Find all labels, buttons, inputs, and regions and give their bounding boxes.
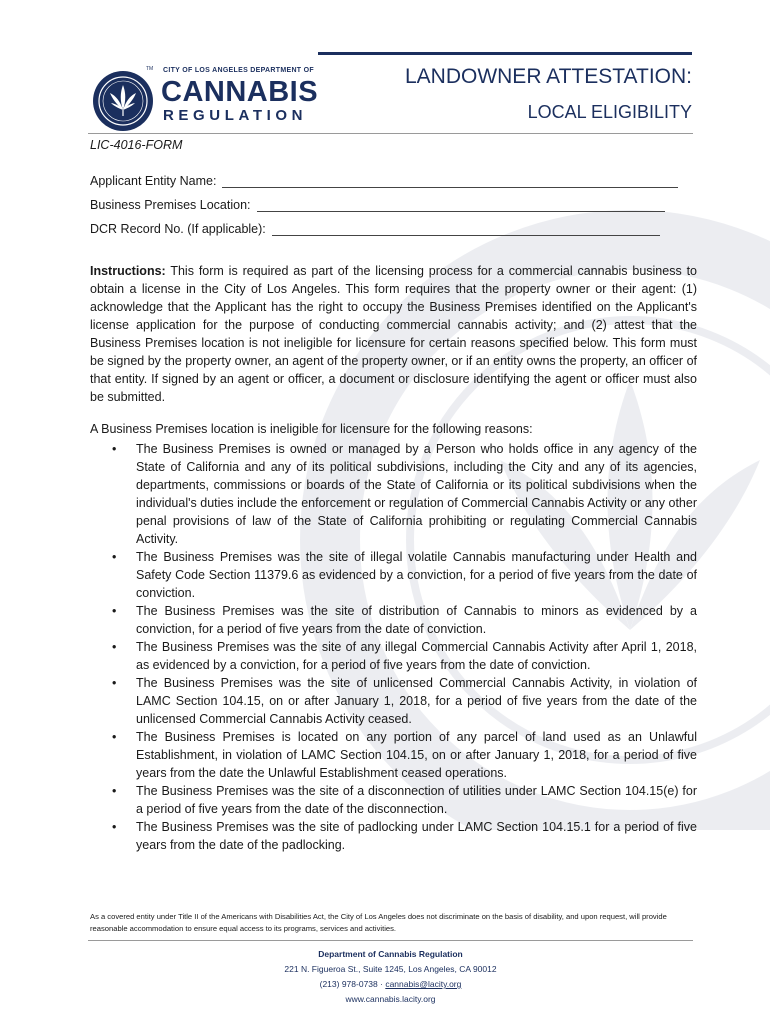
logo-city-text: CITY OF LOS ANGELES DEPARTMENT OF (163, 67, 314, 74)
instructions-paragraph (90, 262, 697, 406)
department-seal-icon (92, 70, 154, 132)
list-item (90, 602, 697, 638)
footer-contact (88, 979, 693, 989)
list-item (90, 440, 697, 548)
footer-address: 221 N. Figueroa St., Suite 1245, Los Angeles, CA 90012 (284, 964, 497, 974)
footer-department: Department of Cannabis Regulation (318, 949, 463, 959)
applicant-entity-field[interactable] (90, 174, 678, 188)
bullet-icon: • (112, 640, 117, 654)
list-item-text: The Business Premises is located on any portion of any parcel of land used as an Unlawful Establishment, in violation of LAMC Section 104.15, on or after January 1, 2018, for a period of five years from the date the Unlawful Establishment ceased operations. (136, 730, 697, 780)
reasons-list (90, 440, 697, 854)
applicant-entity-line[interactable] (222, 176, 678, 188)
list-item (90, 638, 697, 674)
header-rule (318, 52, 692, 55)
bullet-icon: • (112, 784, 117, 798)
footer-divider (88, 940, 693, 941)
trademark-mark: TM (146, 66, 154, 72)
premises-location-label: Business Premises Location: (90, 198, 251, 212)
list-item-text: The Business Premises is owned or managed by a Person who holds office in any agency of the State of California and any of its political subdivisions, including the City and any of its agencies, departments, commissions or boards of the State of California or its political subdivisions when the individual's duties include the enforcement or regulation of Commercial Cannabis Activity or any other penal provisions of law of the State of California prohibiting or regulating Commercial Cannabis Activity. (136, 442, 697, 546)
premises-location-field[interactable] (90, 198, 665, 212)
dcr-record-field[interactable] (90, 222, 660, 236)
logo-regulation-text: REGULATION (163, 107, 308, 124)
list-item (90, 728, 697, 782)
footer-website[interactable]: www.cannabis.lacity.org (345, 994, 436, 1004)
list-item (90, 782, 697, 818)
form-id: LIC-4016-FORM (90, 138, 183, 152)
logo-cannabis-text: CANNABIS (161, 76, 319, 108)
list-item (90, 548, 697, 602)
bullet-icon: • (112, 550, 117, 564)
premises-location-line[interactable] (257, 200, 665, 212)
instructions-label: Instructions: (90, 264, 166, 278)
list-item-text: The Business Premises was the site of a disconnection of utilities under LAMC Section 104.15(e) for a period of five years from the date of the disconnection. (136, 784, 697, 816)
ada-notice: As a covered entity under Title II of the Americans with Disabilities Act, the City of Los Angeles does not discriminate on the basis of disability, and upon request, will provide reasonable accommodation to ensure equal access to its programs, services and activities. (90, 912, 667, 933)
list-item-text: The Business Premises was the site of illegal volatile Cannabis manufacturing under Health and Safety Code Section 11379.6 as evidenced by a conviction, for a period of five years from the date of conviction. (136, 550, 697, 600)
list-item (90, 674, 697, 728)
footer-phone: (213) 978-0738 · (319, 979, 386, 989)
reasons-intro: A Business Premises location is ineligible for licensure for the following reasons: (90, 422, 533, 436)
bullet-icon: • (112, 730, 117, 744)
bullet-icon: • (112, 442, 117, 456)
list-item-text: The Business Premises was the site of any illegal Commercial Cannabis Activity after April 1, 2018, as evidenced by a conviction, for a period of five years from the date of conviction. (136, 640, 697, 672)
instructions-text: This form is required as part of the licensing process for a commercial cannabis business to obtain a license in the City of Los Angeles. This form requires that the property owner or their agent: (1) acknowledge that the Applicant has the right to occupy the Business Premises identified on the Applicant's license application for the purpose of conducting commercial cannabis activity; and (2) attest that the Business Premises location is not ineligible for licensure for certain reasons specified below. This form must be signed by the property owner, an agent of the property owner, or if an entity owns the property, an officer of that entity. If signed by an agent or officer, a document or disclosure identifying the agent or officer must also be submitted. (90, 264, 697, 404)
header-divider (88, 133, 693, 134)
bullet-icon: • (112, 604, 117, 618)
list-item-text: The Business Premises was the site of distribution of Cannabis to minors as evidenced by a conviction, for a period of five years from the date of conviction. (136, 604, 697, 636)
list-item-text: The Business Premises was the site of unlicensed Commercial Cannabis Activity, in violation of LAMC Section 104.15, on or after January 1, 2018, for a period of five years from the date of the unlicensed Commercial Cannabis Activity ceased. (136, 676, 697, 726)
list-item (90, 818, 697, 854)
form-title-line2: LOCAL ELIGIBILITY (527, 102, 692, 122)
list-item-text: The Business Premises was the site of padlocking under LAMC Section 104.15.1 for a period of five years from the date of the padlocking. (136, 820, 697, 852)
dcr-record-line[interactable] (272, 224, 660, 236)
bullet-icon: • (112, 676, 117, 690)
bullet-icon: • (112, 820, 117, 834)
dcr-record-label: DCR Record No. (If applicable): (90, 222, 266, 236)
footer-email-link[interactable]: cannabis@lacity.org (385, 979, 462, 989)
applicant-entity-label: Applicant Entity Name: (90, 174, 217, 188)
form-title-line1: LANDOWNER ATTESTATION: (404, 65, 692, 88)
